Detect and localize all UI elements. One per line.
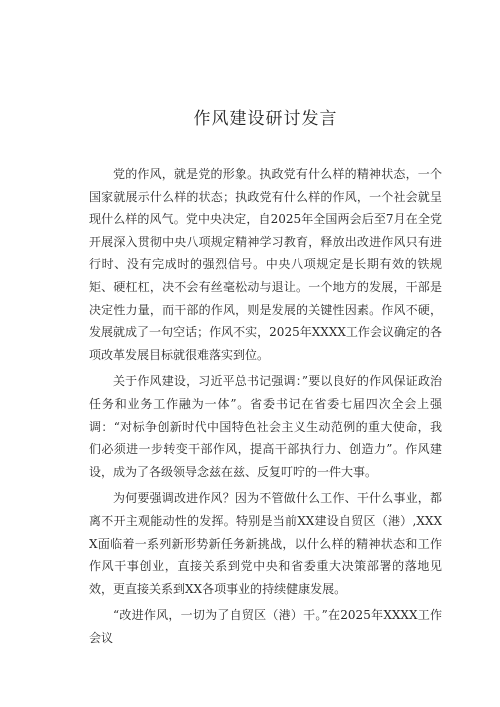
paragraph-1: 党的作风，就是党的形象。执政党有什么样的精神状态，一个国家就展示什么样的状态；执政党有什么样的作风，一个社会就呈现什么样的风气。党中央决定，自2025年全国两会后至7月在全党开展深入贯彻中央八项规定精神学习教育，释放出改进作风只有进行时、没有完成时的强烈信号。中央八项规定是长期有效的铁规矩、硬杠杠，决不会有丝毫松动与退让。一个地方的发展，干部是决定性力量，而干部的作风，则是发展的关键性因素。作风不硬，发展就成了一句空话；作风不实，2025年XXXX工作会议确定的各项改革发展目标就很难落实到位。 xyxy=(89,167,442,362)
document-title: 作风建设研讨发言 xyxy=(193,109,338,129)
paragraph-4: “改进作风，一切为了自贸区（港）干。”在2025年XXXX工作会议 xyxy=(89,608,442,645)
paragraph-2: 关于作风建设，习近平总书记强调：”要以良好的作风保证政治任务和业务工作融为一体”。省委书记在省委七届四次全会上强调：“对标争创新时代中国特色社会主义生动范例的重大使命，我们必须进一步转变干部作风，提高干部执行力、创造力”。作风建设，成为了各级领导念兹在兹、反复叮咛的一件大事。 xyxy=(89,374,442,479)
paragraph-3: 为何要强调改进作风？因为不管做什么工作、干什么事业，都离不开主观能动性的发挥。特别是当前XX建设自贸区（港）,XXXX面临着一系列新形势新任务新挑战，以什么样的精神状态和工作作风干事创业，直接关系到党中央和省委重大决策部署的落地见效，更直接关系到XX各项事业的持续健康发展。 xyxy=(89,491,442,596)
